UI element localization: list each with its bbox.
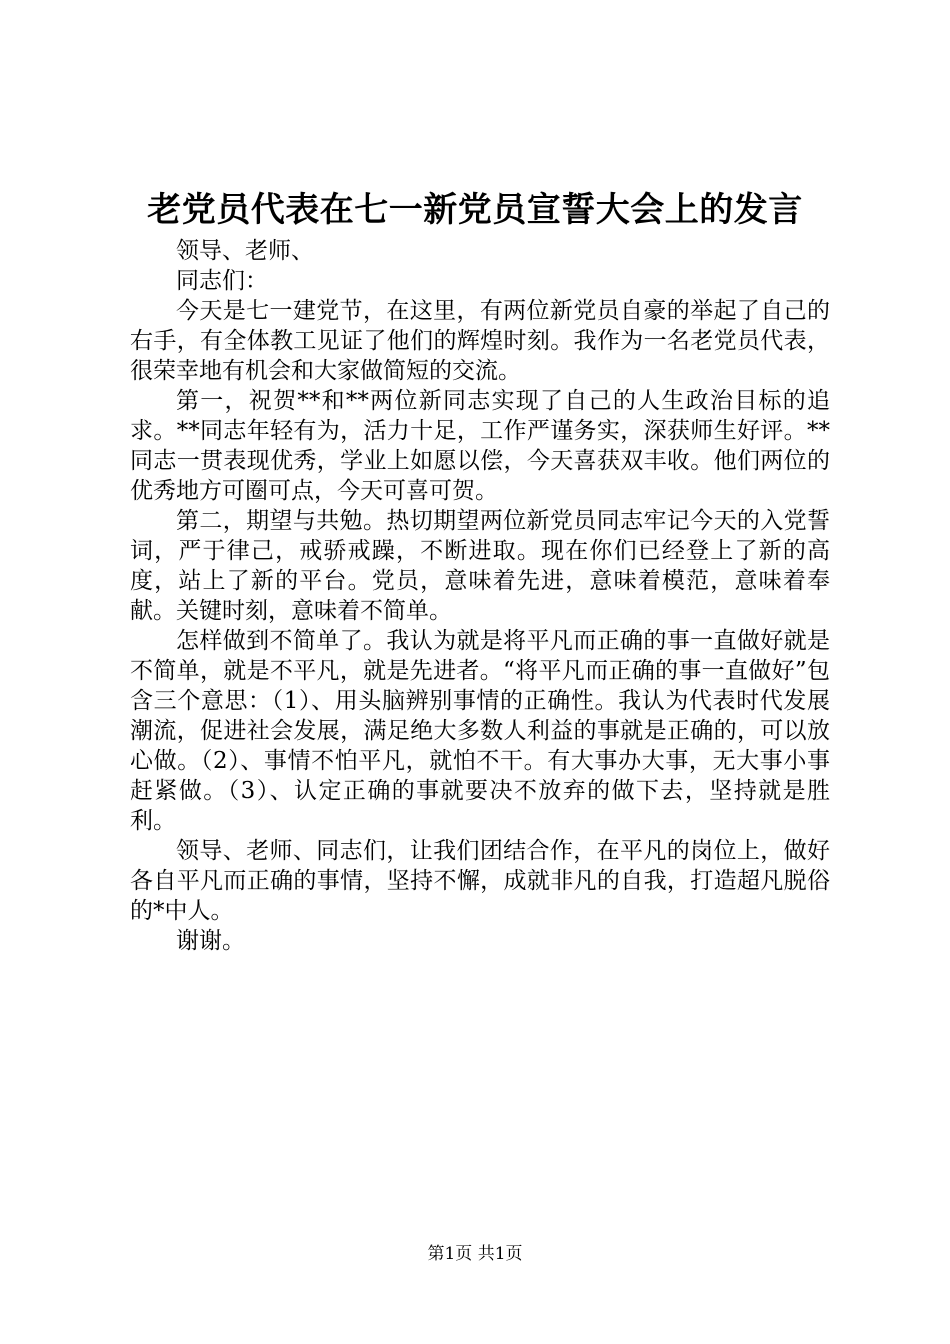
- salutation-line-2: 同志们：: [176, 268, 268, 294]
- paragraph-explanation: 怎样做到不简单了。我认为就是将平凡而正确的事一直做好就是不简单，就是不平凡，就是先进者。“将平凡而正确的事一直做好”包含三个意思：（1）、用头脑辨别事情的正确性。我认为代表时代发展潮流，促进社会发展，满足绝大多数人利益的事就是正确的，可以放心做。（2）、事情不怕平凡，就怕不干。有大事办大事，无大事小事赶紧做。（3）、认定正确的事就要决不放弃的做下去，坚持就是胜利。: [130, 628, 830, 834]
- page-footer: 第1页 共1页: [427, 1244, 523, 1264]
- paragraph-closing: 领导、老师、同志们，让我们团结合作，在平凡的岗位上，做好各自平凡而正确的事情，坚持不懈，成就非凡的自我，打造超凡脱俗的*中人。: [130, 838, 830, 924]
- document-title: 老党员代表在七一新党员宣誓大会上的发言: [147, 190, 803, 230]
- paragraph-first-point: 第一，祝贺**和**两位新同志实现了自己的人生政治目标的追求。**同志年轻有为，活力十足，工作严谨务实，深获师生好评。**同志一贯表现优秀，学业上如愿以偿，今天喜获双丰收。他们两位的优秀地方可圈可点，今天可喜可贺。: [130, 388, 830, 504]
- document-body: [130, 236, 830, 956]
- paragraph-second-point: 第二，期望与共勉。热切期望两位新党员同志牢记今天的入党誓词，严于律己，戒骄戒躁，不断进取。现在你们已经登上了新的高度，站上了新的平台。党员，意味着先进，意味着模范，意味着奉献。关键时刻，意味着不简单。: [130, 508, 830, 624]
- salutation-line-1: 领导、老师、: [176, 238, 314, 264]
- paragraph-intro: 今天是七一建党节，在这里，有两位新党员自豪的举起了自己的右手，有全体教工见证了他们的辉煌时刻。我作为一名老党员代表，很荣幸地有机会和大家做简短的交流。: [130, 298, 830, 384]
- paragraph-thanks: 谢谢。: [176, 928, 245, 954]
